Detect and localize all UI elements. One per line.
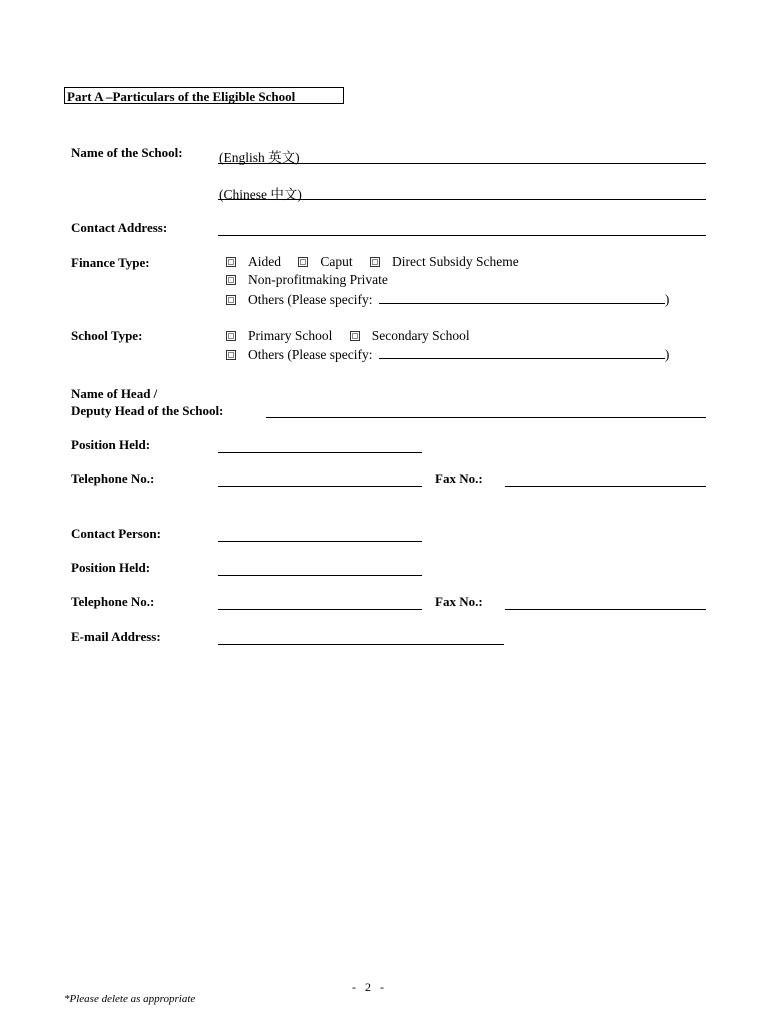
- contact-address-label: Contact Address:: [71, 220, 168, 235]
- aided-option-label: Aided: [248, 254, 281, 269]
- finance-others-specify-field[interactable]: [379, 291, 665, 304]
- school-name-label: Name of the School:: [71, 145, 183, 160]
- finance-others-close-paren: ): [664, 292, 670, 307]
- finance-type-row-2: [226, 272, 388, 288]
- head-fax-label: Fax No.:: [435, 471, 483, 486]
- head-telephone-label: Telephone No.:: [71, 471, 155, 486]
- section-title: Part A –Particulars of the Eligible School: [64, 87, 344, 104]
- finance-type-label: Finance Type:: [71, 255, 150, 270]
- school-name-chinese-hint: (Chinese 中文): [219, 187, 302, 202]
- primary-school-checkbox[interactable]: [226, 331, 236, 341]
- school-type-others-checkbox[interactable]: [226, 350, 236, 360]
- school-type-row-1: [226, 328, 470, 344]
- head-name-label-line2: Deputy Head of the School:: [71, 403, 224, 418]
- direct-subsidy-checkbox[interactable]: [370, 257, 380, 267]
- caput-checkbox[interactable]: [298, 257, 308, 267]
- finance-others-option-label: Others (Please specify:: [248, 292, 373, 307]
- contact-fax-field[interactable]: [505, 609, 706, 610]
- school-name-chinese-field[interactable]: [218, 199, 706, 200]
- head-telephone-field[interactable]: [218, 486, 422, 487]
- school-type-others-specify-field[interactable]: [379, 346, 665, 359]
- school-name-english-hint: (English 英文): [219, 150, 300, 165]
- non-profit-private-checkbox[interactable]: [226, 275, 236, 285]
- finance-type-row-3: [226, 291, 669, 308]
- school-type-label: School Type:: [71, 328, 143, 343]
- contact-position-field[interactable]: [218, 575, 422, 576]
- school-name-english-field[interactable]: [218, 163, 706, 164]
- contact-person-label: Contact Person:: [71, 526, 161, 541]
- contact-position-label: Position Held:: [71, 560, 151, 575]
- school-type-others-option-label: Others (Please specify:: [248, 347, 373, 362]
- school-type-others-close-paren: ): [664, 347, 670, 362]
- head-fax-field[interactable]: [505, 486, 706, 487]
- non-profit-private-option-label: Non-profitmaking Private: [248, 272, 388, 287]
- contact-address-field[interactable]: [218, 235, 706, 236]
- secondary-school-checkbox[interactable]: [350, 331, 360, 341]
- primary-school-option-label: Primary School: [248, 328, 333, 343]
- aided-checkbox[interactable]: [226, 257, 236, 267]
- head-position-label: Position Held:: [71, 437, 151, 452]
- contact-email-label: E-mail Address:: [71, 629, 161, 644]
- school-type-row-2: [226, 346, 669, 363]
- contact-email-field[interactable]: [218, 644, 504, 645]
- contact-fax-label: Fax No.:: [435, 594, 483, 609]
- secondary-school-option-label: Secondary School: [371, 328, 470, 343]
- footnote: *Please delete as appropriate: [64, 993, 196, 1005]
- head-name-label-line1: Name of Head /: [71, 386, 158, 401]
- page-number: - 2 -: [352, 980, 384, 994]
- head-position-field[interactable]: [218, 452, 422, 453]
- contact-telephone-label: Telephone No.:: [71, 594, 155, 609]
- finance-type-row-1: [226, 254, 519, 270]
- head-name-field[interactable]: [266, 417, 706, 418]
- finance-others-checkbox[interactable]: [226, 295, 236, 305]
- contact-person-field[interactable]: [218, 541, 422, 542]
- direct-subsidy-option-label: Direct Subsidy Scheme: [392, 254, 519, 269]
- caput-option-label: Caput: [320, 254, 353, 269]
- contact-telephone-field[interactable]: [218, 609, 422, 610]
